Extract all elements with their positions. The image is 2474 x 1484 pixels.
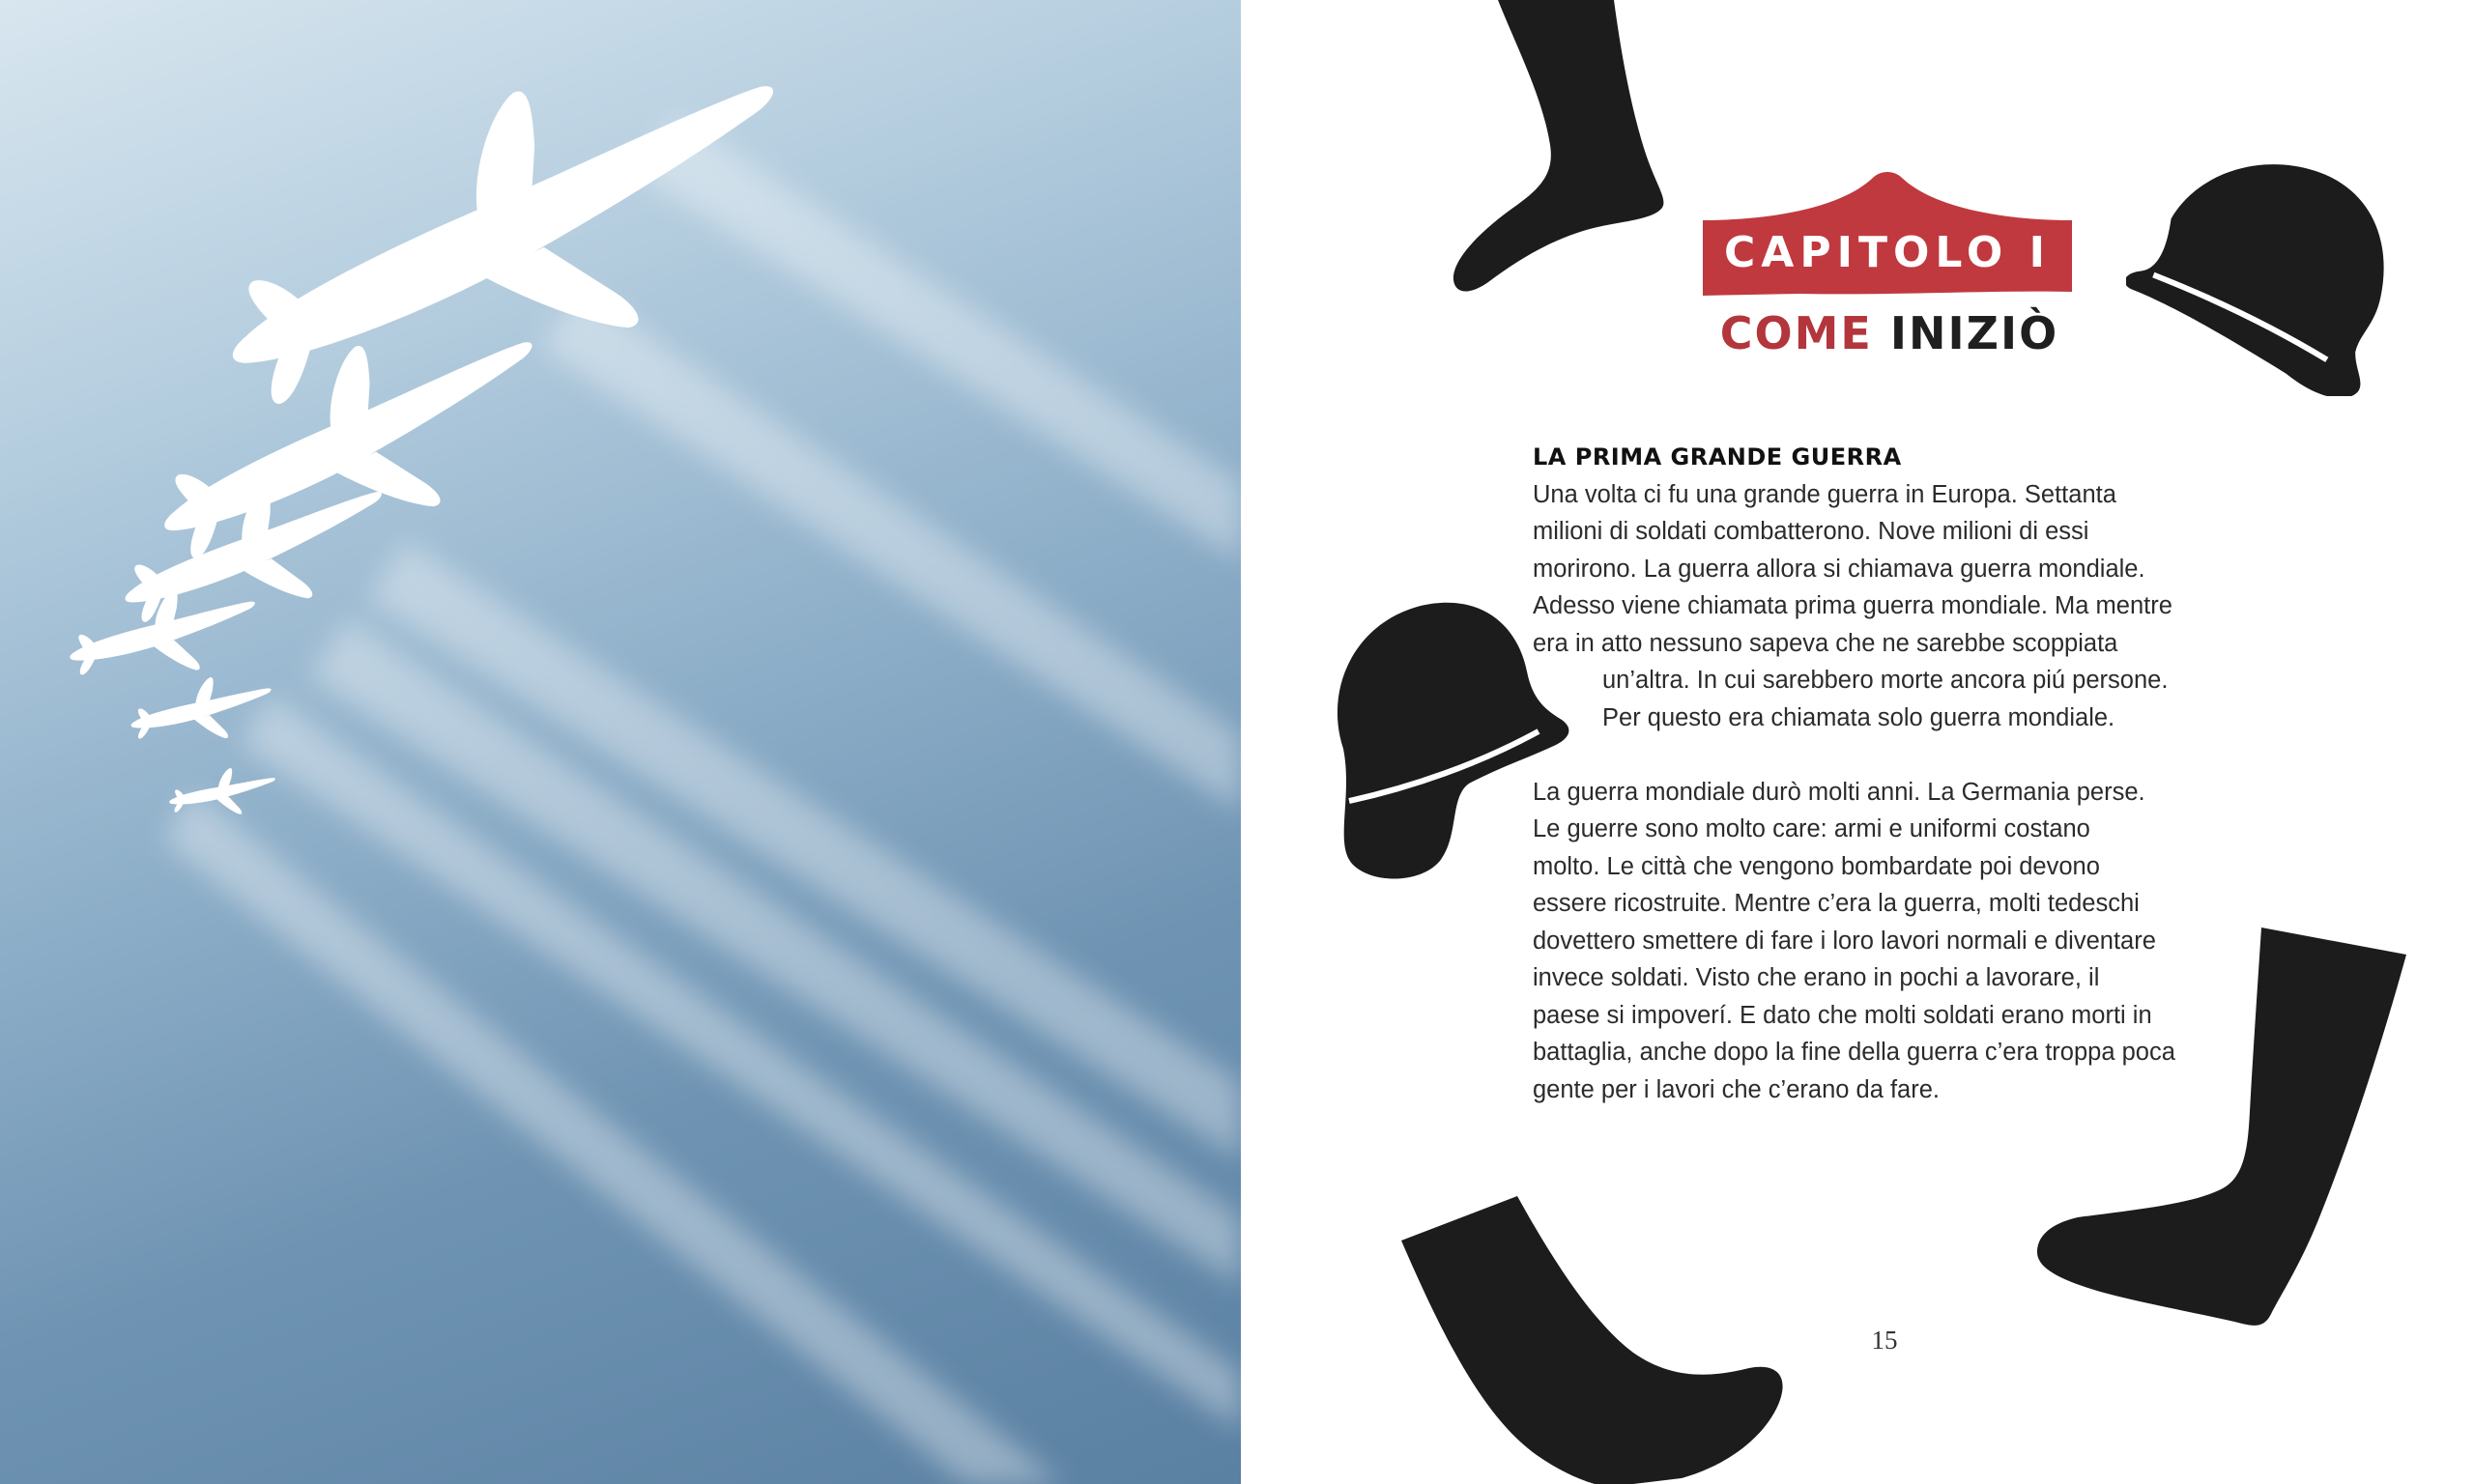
body-text (1533, 439, 2267, 1108)
text-line: dovettero smettere di fare i loro lavori normali e diventare (1533, 927, 2156, 955)
text-line: Per questo era chiamata solo guerra mondiale. (1602, 703, 2115, 731)
text-line: morirono. La guerra allora si chiamava guerra mondiale. (1533, 555, 2145, 583)
chapter-title-red: COME (1719, 307, 1873, 359)
chapter-label: CAPITOLO I (1724, 228, 2051, 277)
text-line: invece soldati. Visto che erano in pochi a lavorare, il (1533, 964, 2100, 991)
text-line: La guerra mondiale durò molti anni. La Germania perse. (1533, 778, 2145, 806)
text-line: milioni di soldati combatterono. Nove milioni di essi (1533, 518, 2089, 545)
boot-icon (1450, 0, 1682, 300)
paragraph-1 (1533, 476, 2267, 737)
text-line: essere ricostruite. Mentre c’era la guerra, molti tedeschi (1533, 890, 2140, 917)
chapter-title-dark: INIZIÒ (1889, 307, 2059, 359)
text-line: Adesso viene chiamata prima guerra mondiale. Ma mentre (1533, 592, 2172, 619)
paragraph-gap (1533, 736, 2267, 774)
chapter-title (1643, 307, 2136, 359)
boot-icon (1392, 1188, 1798, 1484)
text-line: battaglia, anche dopo la fine della guerra c’era troppa poca (1533, 1039, 2175, 1066)
text-line: Le guerre sono molto care: armi e uniformi costano (1533, 815, 2090, 842)
text-line: Una volta ci fu una grande guerra in Europa. Settanta (1533, 480, 2116, 508)
text-line: molto. Le città che vengono bombardate poi devono (1533, 852, 2100, 880)
hat-icon (2126, 145, 2397, 396)
page-number: 15 (1871, 1326, 1898, 1355)
text-line: un’altra. In cui sarebbero morte ancora piú persone. (1602, 667, 2169, 694)
text-line: paese si impoverí. E dato che molti soldati erano morti in (1533, 1001, 2152, 1029)
section-heading: LA PRIMA GRANDE GUERRA (1533, 443, 1902, 471)
text-line: era in atto nessuno sapeva che ne sarebbe scoppiata (1533, 629, 2118, 657)
paragraph-2 (1533, 774, 2267, 1109)
text-line: gente per i lavori che c’erano da fare. (1533, 1075, 1940, 1103)
